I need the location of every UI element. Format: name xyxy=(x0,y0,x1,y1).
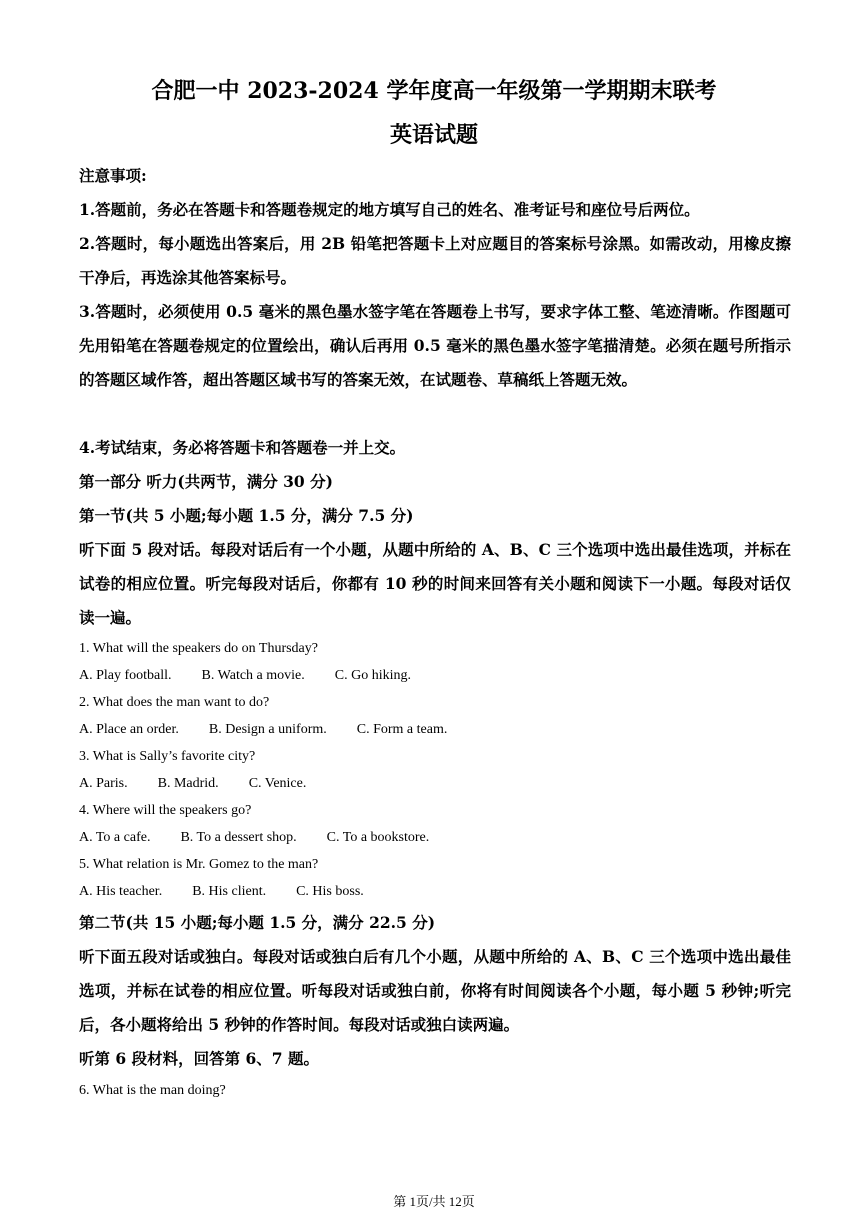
page-number: 第 1页/共 12页 xyxy=(393,1194,475,1209)
option-a: A. Paris. xyxy=(79,776,128,791)
option-a: A. Play football. xyxy=(79,668,172,683)
part1-heading: 第一部分 听力(共两节，满分 30 分) xyxy=(79,472,333,491)
option-a: A. Place an order. xyxy=(79,722,179,737)
exam-title: 合肥一中 2023-2024 学年度高一年级第一学期期末联考 xyxy=(151,78,717,104)
option-c: C. To a bookstore. xyxy=(326,830,430,845)
question-6: 6. What is the man doing? xyxy=(79,1083,226,1098)
option-a: A. His teacher. xyxy=(79,884,163,899)
question-3: 3. What is Sally’s favorite city? xyxy=(79,749,256,764)
material6-heading: 听第 6 段材料，回答第 6、7 题。 xyxy=(79,1049,319,1068)
notice-heading: 注意事项: xyxy=(79,166,147,185)
question-5-options xyxy=(79,883,791,901)
option-b: B. Madrid. xyxy=(157,776,219,791)
section2-instructions: 听下面五段对话或独白。每段对话或独白后有几个小题，从题中所给的 A、B、C 三个选项中选出最佳选项，并标在试卷的相应位置。听每段对话或独白前，你将有时间阅读各个小题，每小题 5 秒钟;听完后，各小题将给出 5 秒钟的作答时间。每段对话或独白读两遍。 xyxy=(79,947,791,1034)
notice-item-4: 4.考试结束，务必将答题卡和答题卷一并上交。 xyxy=(79,438,406,457)
option-c: C. Go hiking. xyxy=(334,668,411,683)
question-1: 1. What will the speakers do on Thursday? xyxy=(79,641,318,656)
section2-heading: 第二节(共 15 小题;每小题 1.5 分，满分 22.5 分) xyxy=(79,913,436,932)
option-b: B. His client. xyxy=(192,884,267,899)
option-b: B. Design a uniform. xyxy=(208,722,327,737)
option-a: A. To a cafe. xyxy=(79,830,151,845)
notice-item-3: 3.答题时，必须使用 0.5 毫米的黑色墨水签字笔在答题卷上书写，要求字体工整、笔迹清晰。作图题可先用铅笔在答题卷规定的位置绘出，确认后再用 0.5 毫米的黑色墨水签字笔描清楚。必须在题号所指示的答题区域作答，超出答题区域书写的答案无效，在试题卷、草稿纸上答题无效。 xyxy=(79,302,791,389)
notice-item-1: 1.答题前，务必在答题卡和答题卷规定的地方填写自己的姓名、准考证号和座位号后两位。 xyxy=(79,200,700,219)
question-4-options xyxy=(79,829,791,847)
option-c: C. Form a team. xyxy=(356,722,448,737)
question-3-options xyxy=(79,775,791,793)
exam-subject-title: 英语试题 xyxy=(389,122,478,148)
notice-item-2: 2.答题时，每小题选出答案后，用 2B 铅笔把答题卡上对应题目的答案标号涂黑。如需改动，用橡皮擦干净后，再选涂其他答案标号。 xyxy=(79,234,791,287)
option-b: B. To a dessert shop. xyxy=(180,830,297,845)
section1-heading: 第一节(共 5 小题;每小题 1.5 分，满分 7.5 分) xyxy=(79,506,414,525)
option-b: B. Watch a movie. xyxy=(201,668,305,683)
question-4: 4. Where will the speakers go? xyxy=(79,803,252,818)
option-c: C. Venice. xyxy=(248,776,307,791)
question-2: 2. What does the man want to do? xyxy=(79,695,270,710)
question-1-options xyxy=(79,667,791,685)
question-5: 5. What relation is Mr. Gomez to the man? xyxy=(79,857,319,872)
section1-instructions: 听下面 5 段对话。每段对话后有一个小题，从题中所给的 A、B、C 三个选项中选出最佳选项，并标在试卷的相应位置。听完每段对话后，你都有 10 秒的时间来回答有关小题和阅读下一小题。每段对话仅读一遍。 xyxy=(79,540,791,627)
option-c: C. His boss. xyxy=(296,884,364,899)
question-2-options xyxy=(79,721,791,739)
